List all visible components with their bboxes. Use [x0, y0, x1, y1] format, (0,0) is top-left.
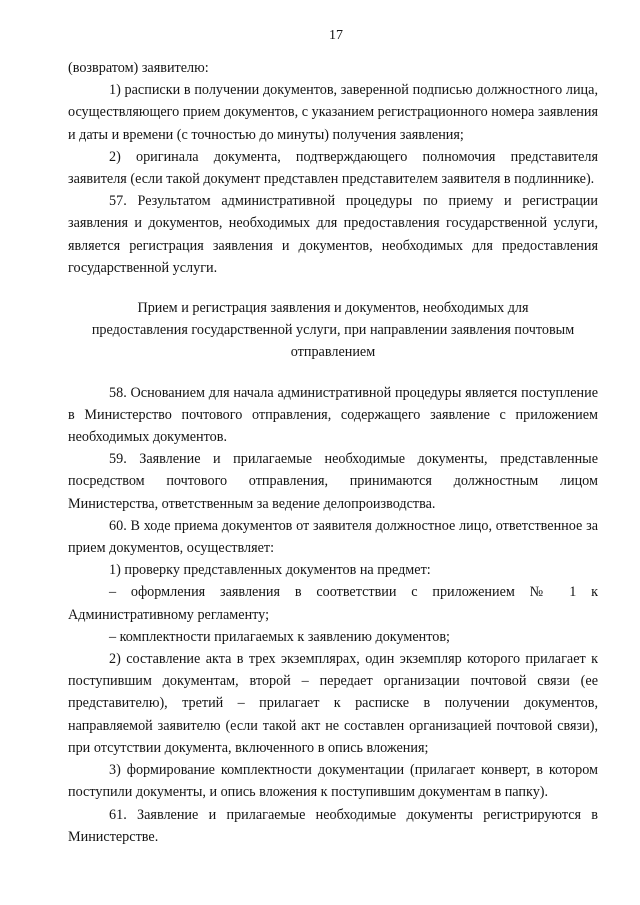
- paragraph-60-item-1: 1) проверку представленных документов на предмет:: [109, 562, 431, 579]
- paragraph-60-item-2: 2) составление акта в трех экземплярах, один экземпляр которого прилагает к поступившим документам, второй – передает организации почтовой связи (ее представителю), третий – прилагает к расписке в получении документов, направляемой заявителю (если такой акт не составлен организацией почтовой связи), при отсутствии документа, включенного в опись вложения;: [68, 651, 598, 756]
- paragraph-60-dash-2: – комплектности прилагаемых к заявлению документов;: [109, 628, 450, 645]
- paragraph-item-2-original: 2) оригинала документа, подтверждающего полномочия представителя заявителя (если такой документ представлен представителем заявителя в подлиннике).: [68, 148, 598, 188]
- paragraph-60-dash-1: – оформления заявления в соответствии с приложением № 1 к Административному регламенту;: [68, 584, 598, 623]
- paragraph-57: 57. Результатом административной процедуры по приему и регистрации заявления и документов, необходимых для предоставления государственной услуги, является регистрация заявления и документов, необходимых для предоставления государственной услуги.: [68, 193, 598, 276]
- paragraph-60: 60. В ходе приема документов от заявителя должностное лицо, ответственное за прием документов, осуществляет:: [68, 517, 598, 557]
- page-number: 17: [329, 28, 343, 43]
- section-heading-line-1: Прием и регистрация заявления и документов, необходимых для: [137, 300, 529, 317]
- paragraph-58: 58. Основанием для начала административной процедуры является поступление в Министерство почтового отправления, содержащего заявление с приложением необходимых документов.: [68, 384, 598, 446]
- section-heading: [68, 297, 598, 364]
- paragraph-61: 61. Заявление и прилагаемые необходимые документы регистрируются в Министерстве.: [68, 806, 598, 845]
- paragraph-59: 59. Заявление и прилагаемые необходимые документы, представленные посредством почтового отправления, принимаются должностным лицом Министерства, ответственным за ведение делопроизводства.: [68, 451, 598, 512]
- section-heading-line-2: предоставления государственной услуги, при направлении заявления почтовым: [91, 322, 575, 339]
- document-body: [68, 57, 598, 848]
- paragraph-continuation: (возвратом) заявителю:: [68, 60, 209, 76]
- paragraph-60-item-3: 3) формирование комплектности документации (прилагает конверт, в котором поступили документы, и опись вложения к поступившим документам в папку).: [68, 762, 598, 801]
- section-heading-line-3: отправлением: [290, 344, 376, 361]
- paragraph-item-1-receipt: 1) расписки в получении документов, заверенной подписью должностного лица, осуществляющего прием документов, с указанием регистрационного номера заявления и даты и времени (с точностью до минуты) получения заявления;: [68, 82, 598, 143]
